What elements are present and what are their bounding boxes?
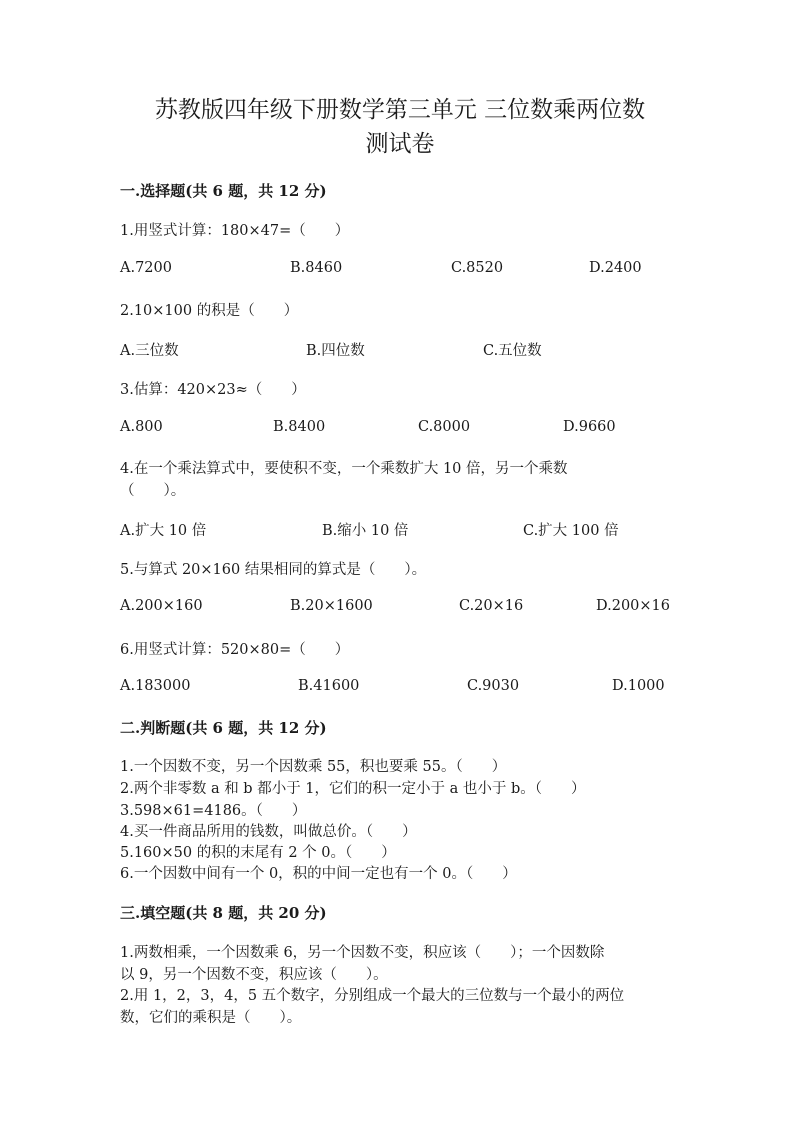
fill-item: 2.用 1，2，3，4，5 五个数字，分别组成一个最大的三位数与一个最小的两位 xyxy=(120,988,625,1004)
option-b: B.20×1600 xyxy=(290,598,373,614)
option-a: A.800 xyxy=(120,419,163,435)
option-a: A.扩大 10 倍 xyxy=(120,523,207,539)
question-text: 1.用竖式计算：180×47=（ ） xyxy=(120,223,350,239)
option-c: C.扩大 100 倍 xyxy=(523,523,619,539)
fill-item-cont: 数，它们的乘积是（ ）。 xyxy=(120,1010,302,1026)
fill-item: 1.两数相乘，一个因数乘 6，另一个因数不变，积应该（ ）；一个因数除 xyxy=(120,945,605,961)
section-heading-choice: 一.选择题(共 6 题，共 12 分) xyxy=(120,182,327,200)
option-d: D.200×16 xyxy=(596,598,670,614)
option-b: B.41600 xyxy=(298,678,360,694)
option-c: C.8520 xyxy=(451,260,504,276)
option-b: B.8460 xyxy=(290,260,343,276)
fill-item-cont: 以 9，另一个因数不变，积应该（ ）。 xyxy=(120,967,388,983)
option-b: B.缩小 10 倍 xyxy=(322,523,409,539)
option-a: A.183000 xyxy=(120,678,191,694)
option-b: B.8400 xyxy=(273,419,326,435)
judge-item: 5.160×50 的积的末尾有 2 个 0。（ ） xyxy=(120,845,396,861)
option-d: D.9660 xyxy=(563,419,616,435)
option-a: A.三位数 xyxy=(120,343,179,359)
question-text: 2.10×100 的积是（ ） xyxy=(120,303,299,319)
judge-item: 2.两个非零数 a 和 b 都小于 1，它们的积一定小于 a 也小于 b。（ ） xyxy=(120,781,586,797)
question-text: 5.与算式 20×160 结果相同的算式是（ ）。 xyxy=(120,562,427,578)
section-heading-judge: 二.判断题(共 6 题，共 12 分) xyxy=(120,719,327,737)
judge-item: 4.买一件商品所用的钱数，叫做总价。（ ） xyxy=(120,824,417,840)
judge-item: 3.598×61=4186。（ ） xyxy=(120,803,307,819)
question-text-cont: （ ）。 xyxy=(120,483,186,499)
option-a: A.200×160 xyxy=(120,598,203,614)
option-d: D.1000 xyxy=(612,678,665,694)
option-a: A.7200 xyxy=(120,260,172,276)
judge-item: 1.一个因数不变，另一个因数乘 55，积也要乘 55。（ ） xyxy=(120,759,507,775)
option-c: C.五位数 xyxy=(483,343,542,359)
question-text: 6.用竖式计算：520×80=（ ） xyxy=(120,642,350,658)
question-text: 4.在一个乘法算式中，要使积不变，一个乘数扩大 10 倍，另一个乘数 xyxy=(120,461,568,477)
option-c: C.20×16 xyxy=(459,598,524,614)
page-title-line2: 测试卷 xyxy=(365,131,435,157)
section-heading-fill: 三.填空题(共 8 题，共 20 分) xyxy=(120,904,327,922)
option-b: B.四位数 xyxy=(306,343,365,359)
option-d: D.2400 xyxy=(589,260,642,276)
question-text: 3.估算：420×23≈（ ） xyxy=(120,382,306,398)
option-c: C.9030 xyxy=(467,678,520,694)
judge-item: 6.一个因数中间有一个 0，积的中间一定也有一个 0。（ ） xyxy=(120,866,517,882)
page-title: 苏教版四年级下册数学第三单元 三位数乘两位数 xyxy=(154,97,646,123)
option-c: C.8000 xyxy=(418,419,471,435)
